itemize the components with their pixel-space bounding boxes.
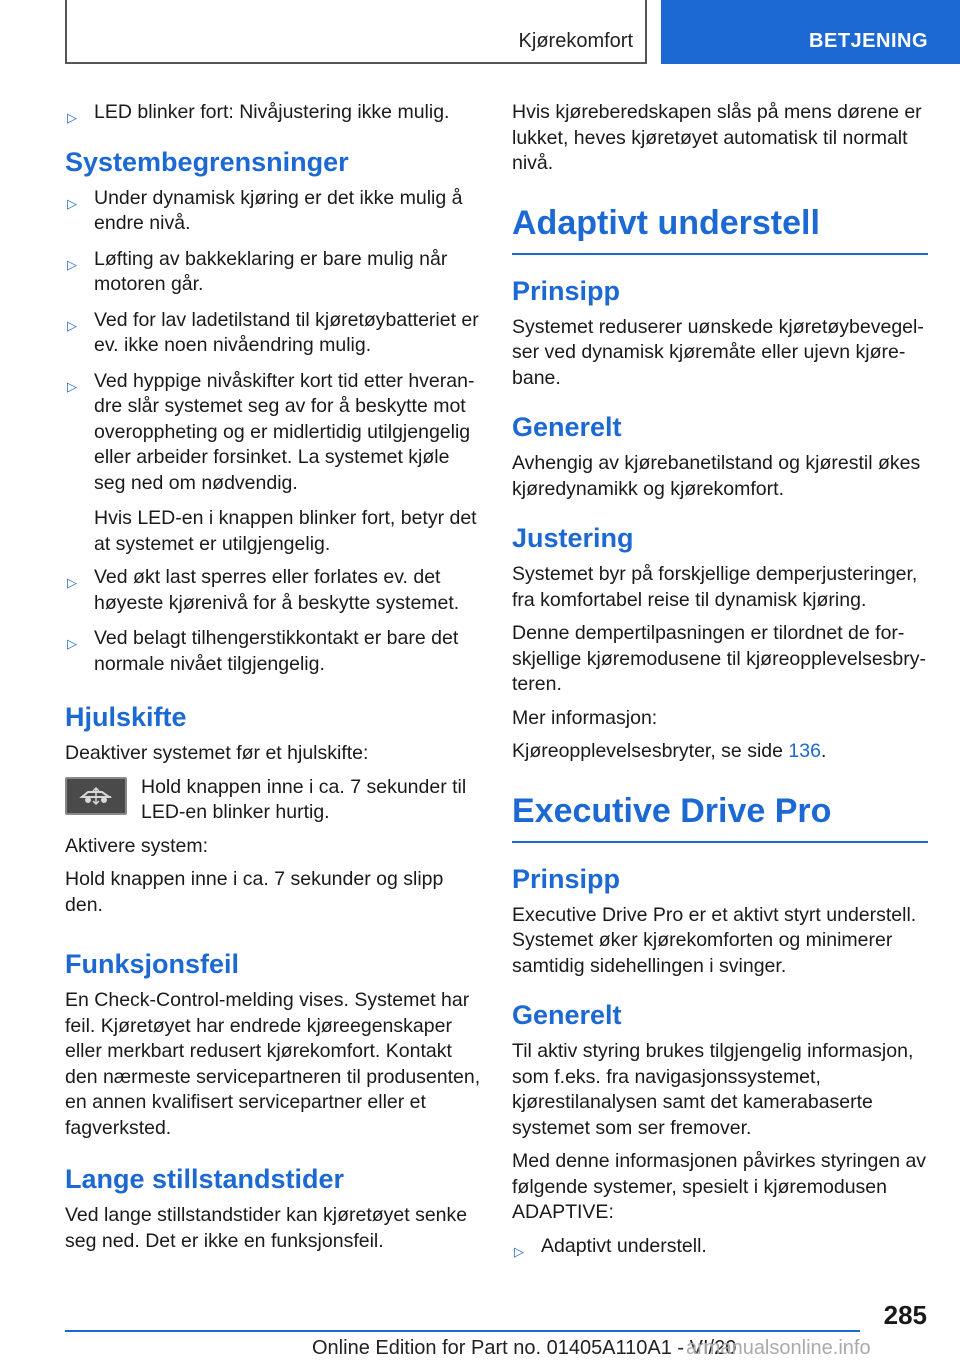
page-reference-link[interactable]: 136 (788, 740, 821, 762)
left-column (65, 100, 483, 1262)
section-heading-wheel-change: Hjulskifte (65, 702, 187, 732)
heading-adaptive-adjustment: Justering (512, 523, 634, 553)
list-item: ▷ Ved belagt tilhengerstikkontakt er bare det normale nivået tilgjengelig. (67, 627, 459, 675)
wheel-button-text: Hold knappen inne i ca. 7 sekunder til LED-en blinker hurtig. (141, 775, 467, 823)
activate-text: Hold knappen inne i ca. 7 sekunder og slipp den. (65, 868, 444, 916)
section-heading-malfunction: Funksjonsfeil (65, 949, 240, 979)
header-chapter-box (661, 0, 960, 64)
list-item: ▷ Ved for lav ladetilstand til kjøretøybatteriet er ev. ikke noen nivåendring mulig. (67, 308, 479, 356)
section-heading-system-limits: Systembegrensninger (65, 146, 349, 177)
header-section-box (65, 0, 647, 64)
triangle-bullet-icon: ▷ (67, 317, 77, 333)
footer-edition: Online Edition for Part no. 01405A110A1 - VI/20 (312, 1337, 737, 1359)
more-info-label: Mer informasjon: (512, 706, 658, 729)
activate-label: Aktivere system: (65, 834, 209, 857)
suspension-button-icon (65, 777, 127, 815)
exec-principle-text: Executive Drive Pro er et aktivt styrt understell. Systemet øker kjørekomforten og minimerer samtidig sidehellingen i svinger. (512, 903, 917, 977)
triangle-bullet-icon: ▷ (514, 1243, 524, 1259)
heading-adaptive-principle: Prinsipp (512, 275, 621, 306)
triangle-bullet-icon: ▷ (67, 378, 77, 394)
adaptive-principle-text: Systemet reduserer uønskede kjøretøybevegelser ved dynamisk kjøremåte eller ujevn kjørebane. (512, 315, 924, 389)
header-chapter-title: BETJENING (809, 30, 928, 52)
standstill-text: Ved lange stillstandstider kan kjøretøyet senke seg ned. Det er ikke en funksjonsfeil. (65, 1204, 468, 1252)
wheel-intro: Deaktiver systemet før et hjulskifte: (65, 742, 369, 764)
watermark: armanualsonline.info (686, 1337, 871, 1359)
adaptive-adjust-text-1: Systemet byr på forskjellige demperjusteringer, fra komfortabel reise til dynamisk kjøring. (512, 563, 918, 611)
adaptive-general-text: Avhengig av kjørebanetilstand og kjørestil økes kjøredynamikk og kjørekomfort. (512, 452, 921, 500)
section-heading-long-standstill: Lange stillstandstider (65, 1164, 345, 1194)
triangle-bullet-icon: ▷ (67, 195, 77, 211)
header-section-title: Kjørekomfort (518, 30, 633, 52)
right-column (512, 100, 928, 1269)
exec-general-text-2: Med denne informasjonen påvirkes styringen av følgende systemer, spesielt i kjøremodusen ADAPTIVE: (512, 1150, 927, 1223)
list-item: ▷ LED blinker fort: Nivåjustering ikke mulig. (65, 100, 483, 126)
list-item: ▷ Ved hyppige nivåskifter kort tid etter hverandre slår systemet seg av for å beskytte mot overoppheting og er midlertidig utilgjengelig eller arbeider forsinket. La systemet kjøle seg ned om nødvendig. (67, 369, 475, 494)
triangle-bullet-icon: ▷ (67, 110, 77, 125)
adaptive-adjust-text-2: Denne dempertilpasningen er tilordnet de forskjellige kjøremodusene til kjøreopplevelsesbryteren. (512, 622, 927, 695)
heading-exec-general: Generelt (512, 1000, 622, 1030)
list-item: ▷ Ved økt last sperres eller forlates ev. det høyeste kjørenivå for å beskytte systemet. (67, 566, 460, 614)
footer-divider (65, 1330, 860, 1332)
cross-reference: Kjøreopplevelsesbryter, se side 136. (512, 740, 827, 762)
exec-general-text-1: Til aktiv styring brukes tilgjengelig informasjon, som f.eks. fra navigasjonssystemet, kjørestilanalysen samt det kamerabaserte systemet som ser fremover. (512, 1040, 914, 1139)
triangle-bullet-icon: ▷ (67, 256, 77, 272)
chapter-heading-adaptive-suspension: Adaptivt understell (512, 203, 928, 255)
list-item: ▷ Løfting av bakkeklaring er bare mulig når motoren går. (67, 247, 448, 295)
list-item: ▷ Under dynamisk kjøring er det ikke mulig å endre nivå. (67, 186, 463, 234)
heading-adaptive-general: Generelt (512, 412, 622, 442)
car-lift-icon (78, 786, 114, 806)
triangle-bullet-icon: ▷ (67, 575, 77, 590)
triangle-bullet-icon: ▷ (67, 636, 77, 651)
heading-exec-principle: Prinsipp (512, 863, 621, 894)
chapter-heading-executive-drive-pro: Executive Drive Pro (512, 791, 928, 843)
malfunction-text: En Check-Control-melding vises. Systemet har feil. Kjøretøyet har endrede kjøreegenskaper eller merkbart redusert kjørekomfort. Kontakt den nærmeste servicepartneren til produsenten, en annen kvalifisert servicepartner eller et fagverksted. (65, 989, 481, 1139)
list-item: ▷ Adaptivt understell. (512, 1234, 928, 1260)
button-instruction (65, 775, 483, 826)
led-note: Hvis LED-en i knappen blinker fort, betyr det at systemet er utilgjengelig. (94, 507, 477, 555)
right-intro: Hvis kjøreberedskapen slås på mens dørene er lukket, heves kjøretøyet automatisk til normalt nivå. (512, 101, 922, 174)
page-number: 285 (883, 1300, 927, 1330)
